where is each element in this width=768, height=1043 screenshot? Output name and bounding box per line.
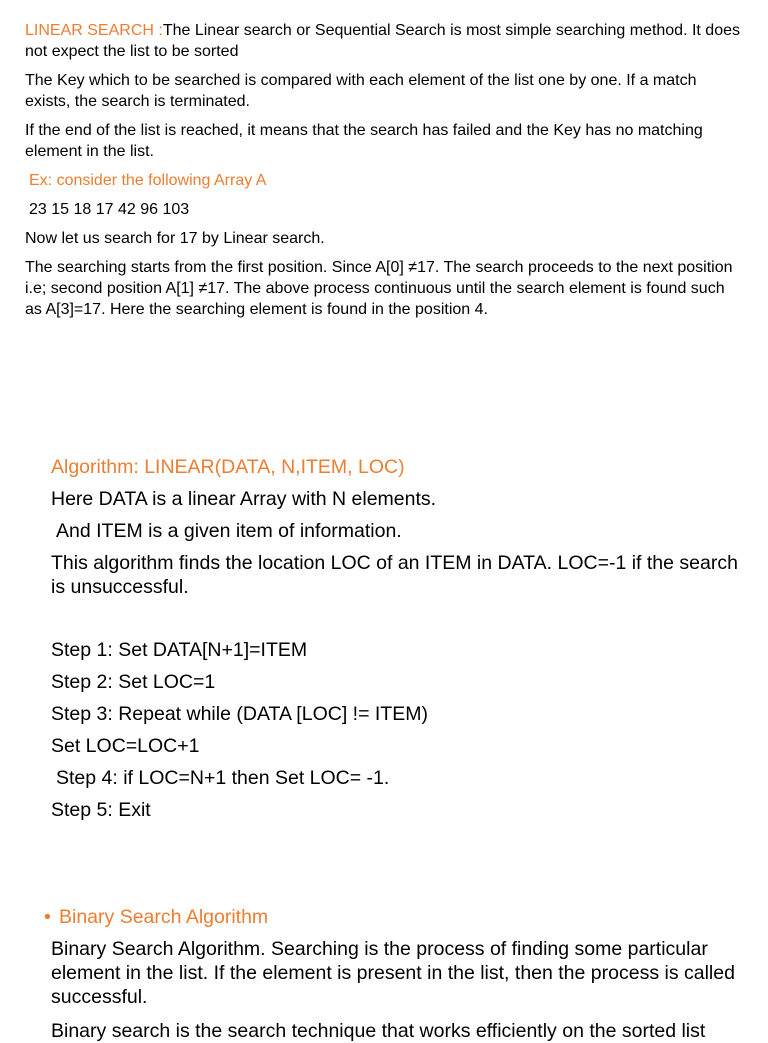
binary-search-heading-line [44,905,744,929]
algorithm-line-data: Here DATA is a linear Array with N elements. [51,488,437,510]
explanation-paragraph: The searching starts from the first position. Since A[0] ≠17. The search proceeds to the next position i.e; second position A[1] ≠17. The above process continuous until the search element is found such as A[3]=17. Here the searching element is found in the position 4. [25,259,733,318]
bullet-icon: • [44,906,51,928]
end-of-list-paragraph: If the end of the list is reached, it means that the search has failed and the Key has no matching element in the list. [25,122,703,160]
binary-search-heading: Binary Search Algorithm [59,906,269,928]
spacer [51,607,741,638]
algorithm-line-item: And ITEM is a given item of information. [56,520,402,542]
array-values: 23 15 18 17 42 96 103 [29,201,190,218]
binary-search-body: Binary Search Algorithm. Searching is the process of finding some particular element in the list. If the element is present in the list, then the process is called successful. [51,938,735,1008]
linear-search-heading: LINEAR SEARCH : [25,22,163,39]
algorithm-step: Step 5: Exit [51,799,151,821]
intro-text: The Linear search or Sequential Search is most simple searching method. It does not expect the list to be sorted [25,22,740,60]
intro-paragraph [25,20,745,62]
compare-paragraph: The Key which to be searched is compared with each element of the list one by one. If a match exists, the search is terminated. [25,72,697,110]
binary-search-cutoff-line: Binary search is the search technique that works efficiently on the sorted list [51,1020,706,1042]
algorithm-line-loc: This algorithm finds the location LOC of an ITEM in DATA. LOC=-1 if the search is unsuccessful. [51,552,738,598]
algorithm-step: Step 1: Set DATA[N+1]=ITEM [51,639,308,661]
algorithm-step: Step 2: Set LOC=1 [51,671,216,693]
algorithm-title: Algorithm: LINEAR(DATA, N,ITEM, LOC) [51,456,405,478]
algorithm-step: Step 3: Repeat while (DATA [LOC] != ITEM) [51,703,428,725]
binary-search-section [44,905,744,1043]
example-label: Ex: consider the following Array A [29,172,267,189]
algorithm-section [51,455,741,830]
search-line: Now let us search for 17 by Linear search. [25,230,325,247]
algorithm-step: Set LOC=LOC+1 [51,735,200,757]
algorithm-step: Step 4: if LOC=N+1 then Set LOC= -1. [56,767,390,789]
linear-search-section [25,20,745,328]
